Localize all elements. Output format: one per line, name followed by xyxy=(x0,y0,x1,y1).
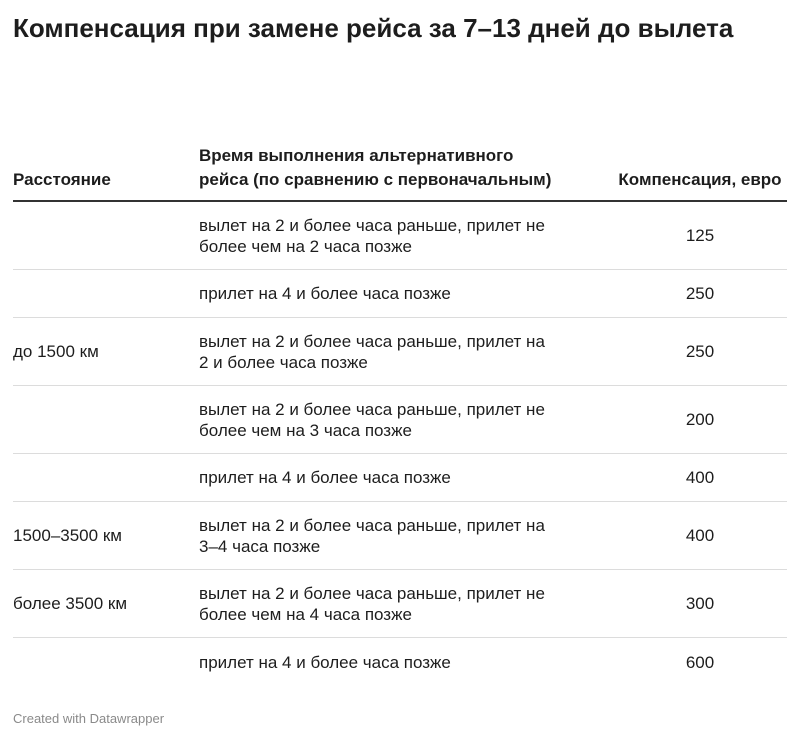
table-row xyxy=(13,318,787,386)
table-row xyxy=(13,638,787,686)
table-row xyxy=(13,202,787,270)
cell-compensation: 400 xyxy=(685,526,715,545)
cell-distance xyxy=(13,454,193,501)
table-row xyxy=(13,386,787,454)
cell-compensation: 125 xyxy=(685,226,715,245)
cell-time: вылет на 2 и более часа раньше, прилет не более чем на 2 часа позже xyxy=(199,215,545,256)
cell-compensation: 600 xyxy=(685,652,715,672)
cell-time: вылет на 2 и более часа раньше, прилет на 3–4 часа позже xyxy=(199,515,545,556)
cell-time: вылет на 2 и более часа раньше, прилет на 2 и более часа позже xyxy=(199,331,545,372)
cell-distance xyxy=(13,638,193,686)
cell-compensation: 300 xyxy=(685,594,715,613)
cell-time: вылет на 2 и более часа раньше, прилет не более чем на 4 часа позже xyxy=(199,583,545,624)
footer-credit: Created with Datawrapper xyxy=(13,711,165,726)
table-row xyxy=(13,270,787,318)
cell-time: прилет на 4 и более часа позже xyxy=(199,284,451,303)
table-row xyxy=(13,454,787,502)
cell-distance xyxy=(13,202,193,269)
header-time: Время выполнения альтернативного рейса (по сравнению с первоначальным) xyxy=(199,146,552,189)
cell-time: прилет на 4 и более часа позже xyxy=(199,468,451,487)
cell-distance: 1500–3500 км xyxy=(13,526,122,545)
cell-compensation: 400 xyxy=(685,468,715,487)
table-row xyxy=(13,570,787,638)
cell-time: прилет на 4 и более часа позже xyxy=(199,652,451,672)
cell-distance: до 1500 км xyxy=(13,342,99,361)
header-compensation: Компенсация, евро xyxy=(618,170,782,189)
table-row xyxy=(13,502,787,570)
cell-distance xyxy=(13,386,193,453)
table-body xyxy=(13,202,787,686)
table-header xyxy=(13,114,787,202)
header-distance: Расстояние xyxy=(13,170,111,189)
page-title: Компенсация при замене рейса за 7–13 дней до вылета xyxy=(13,13,734,43)
cell-time: вылет на 2 и более часа раньше, прилет не более чем на 3 часа позже xyxy=(199,399,545,440)
cell-compensation: 250 xyxy=(685,284,715,303)
cell-compensation: 200 xyxy=(685,410,715,429)
cell-distance xyxy=(13,270,193,317)
cell-compensation: 250 xyxy=(685,342,715,361)
cell-distance: более 3500 км xyxy=(13,594,128,613)
